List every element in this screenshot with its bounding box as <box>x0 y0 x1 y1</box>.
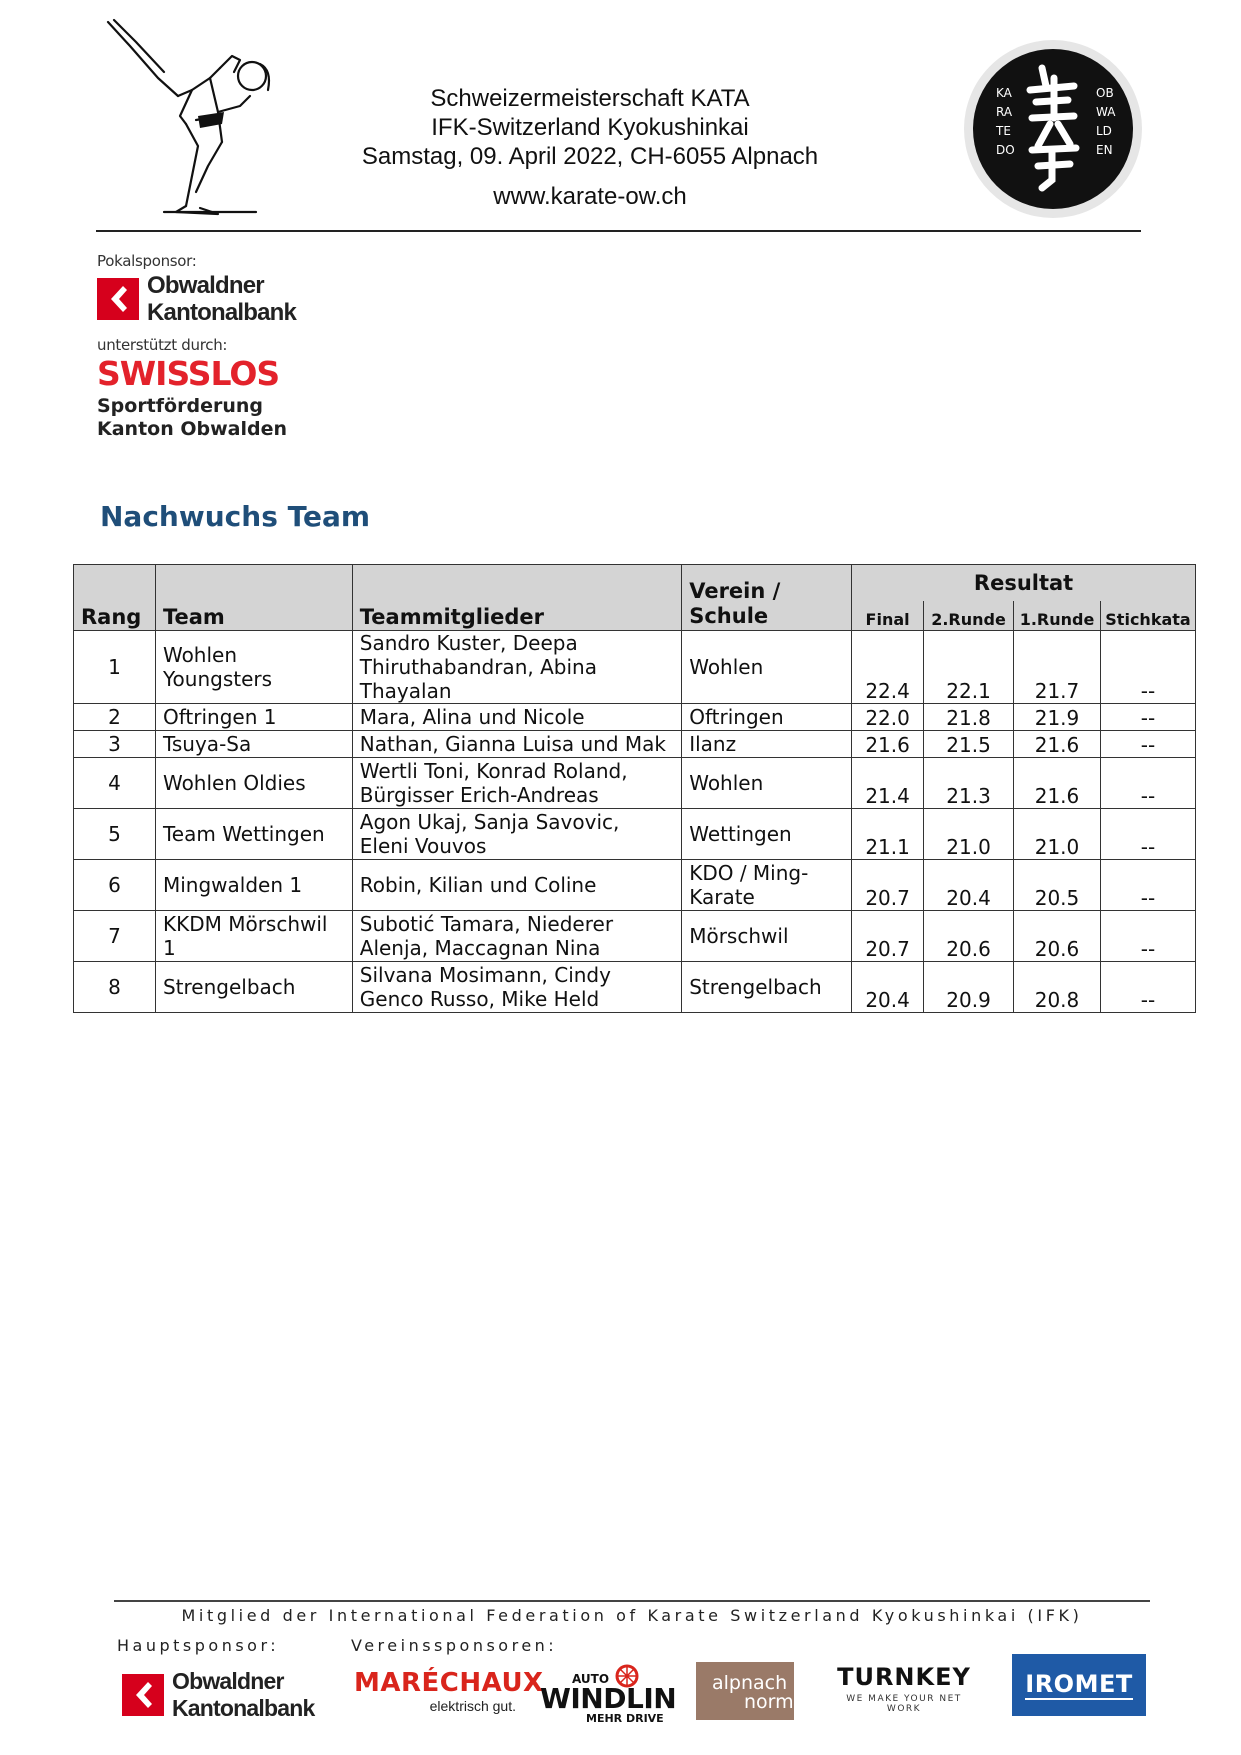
section-title: Nachwuchs Team <box>100 500 371 533</box>
cell-members: Nathan, Gianna Luisa und Mak <box>352 731 681 758</box>
pokal-sponsor-label: Pokalsponsor: <box>97 252 197 270</box>
cell-club: Mörschwil <box>682 911 852 962</box>
cell-final: 20.7 <box>852 911 924 962</box>
cell-club: Wettingen <box>682 809 852 860</box>
event-header <box>300 84 880 211</box>
footer-okb-line2: Kantonalbank <box>172 1695 315 1721</box>
table-row <box>74 704 1196 731</box>
cell-round2: 21.8 <box>924 704 1014 731</box>
marechaux-name: MARÉCHAUX <box>354 1668 544 1698</box>
cell-round1: 20.5 <box>1014 860 1101 911</box>
cell-round2: 22.1 <box>924 631 1014 704</box>
main-sponsor-label: Hauptsponsor: <box>117 1636 280 1655</box>
cell-members: Sandro Kuster, Deepa Thiruthabandran, Abina Thayalan <box>352 631 681 704</box>
header-stichkata: Stichkata <box>1100 601 1195 631</box>
cell-stichkata: -- <box>1100 758 1195 809</box>
cell-rank: 8 <box>74 962 156 1013</box>
cell-team: KKDM Mörschwil 1 <box>155 911 352 962</box>
windlin-tagline: MEHR DRIVE <box>586 1712 664 1725</box>
cell-members: Wertli Toni, Konrad Roland, Bürgisser Erich-Andreas <box>352 758 681 809</box>
footer-divider <box>114 1600 1150 1602</box>
cell-final: 20.7 <box>852 860 924 911</box>
cell-final: 21.6 <box>852 731 924 758</box>
windlin-auto: AUTO <box>572 1672 610 1686</box>
okb-arrow-icon <box>97 278 139 320</box>
footer-membership-text: Mitglied der International Federation of Karate Switzerland Kyokushinkai (IFK) <box>181 1606 1083 1625</box>
cell-team: Tsuya-Sa <box>155 731 352 758</box>
cell-stichkata: -- <box>1100 704 1195 731</box>
cell-members: Subotić Tamara, Niederer Alenja, Maccagnan Nina <box>352 911 681 962</box>
cell-round1: 21.0 <box>1014 809 1101 860</box>
header-team: Team <box>155 565 352 631</box>
cell-stichkata: -- <box>1100 631 1195 704</box>
sportfoerderung-text <box>97 395 287 441</box>
cell-rank: 3 <box>74 731 156 758</box>
cell-rank: 2 <box>74 704 156 731</box>
header-result: Resultat <box>852 565 1196 601</box>
support-label: unterstützt durch: <box>97 336 228 354</box>
cell-stichkata: -- <box>1100 962 1195 1013</box>
okb-name-line1: Obwaldner <box>147 272 264 299</box>
table-row <box>74 911 1196 962</box>
windlin-logo <box>540 1664 677 1726</box>
turnkey-tagline: WE MAKE YOUR NET WORK <box>846 1694 962 1714</box>
table-row <box>74 860 1196 911</box>
windlin-name: WINDLIN <box>540 1682 677 1715</box>
club-sponsors-label: Vereinssponsoren: <box>351 1636 558 1655</box>
event-date-location: Samstag, 09. April 2022, CH-6055 Alpnach <box>361 143 819 170</box>
header-divider <box>96 230 1141 232</box>
cell-final: 21.4 <box>852 758 924 809</box>
seal-letter-3: TE <box>996 124 1011 138</box>
cell-round1: 21.7 <box>1014 631 1101 704</box>
results-table <box>73 564 1196 1013</box>
cell-round1: 20.6 <box>1014 911 1101 962</box>
kyokushin-seal-logo <box>962 38 1144 220</box>
seal-letter-6: WA <box>1096 105 1116 119</box>
cell-team: Strengelbach <box>155 962 352 1013</box>
cell-club: KDO / Ming-Karate <box>682 860 852 911</box>
marechaux-logo <box>354 1668 544 1714</box>
table-row <box>74 731 1196 758</box>
cell-final: 21.1 <box>852 809 924 860</box>
cell-team: Wohlen Oldies <box>155 758 352 809</box>
cell-round2: 20.6 <box>924 911 1014 962</box>
table-row <box>74 809 1196 860</box>
event-title: Schweizermeisterschaft KATA <box>430 85 750 112</box>
cell-rank: 7 <box>74 911 156 962</box>
table-row <box>74 962 1196 1013</box>
cell-club: Ilanz <box>682 731 852 758</box>
cell-stichkata: -- <box>1100 911 1195 962</box>
iromet-logo <box>1012 1654 1146 1716</box>
cell-round1: 21.6 <box>1014 731 1101 758</box>
cell-members: Agon Ukaj, Sanja Savovic, Eleni Vouvos <box>352 809 681 860</box>
swisslos-logo: SWISSLOS <box>97 354 280 393</box>
cell-round1: 20.8 <box>1014 962 1101 1013</box>
table-row <box>74 758 1196 809</box>
iromet-name: IROMET <box>1025 1670 1133 1698</box>
sportfoerderung-line1: Sportförderung <box>97 395 263 417</box>
cell-team: Oftringen 1 <box>155 704 352 731</box>
cell-round2: 21.0 <box>924 809 1014 860</box>
cell-final: 20.4 <box>852 962 924 1013</box>
sportfoerderung-line2: Kanton Obwalden <box>97 418 287 440</box>
cell-stichkata: -- <box>1100 860 1195 911</box>
cell-team: Team Wettingen <box>155 809 352 860</box>
footer-okb-logo <box>122 1668 314 1722</box>
seal-letter-4: DO <box>996 143 1015 157</box>
seal-letter-8: EN <box>1096 143 1113 157</box>
cell-round1: 21.9 <box>1014 704 1101 731</box>
cell-members: Silvana Mosimann, Cindy Genco Russo, Mike Held <box>352 962 681 1013</box>
cell-rank: 5 <box>74 809 156 860</box>
cell-team: Mingwalden 1 <box>155 860 352 911</box>
header-rank: Rang <box>74 565 156 631</box>
alpnach-norm-logo <box>696 1662 794 1720</box>
cell-club: Oftringen <box>682 704 852 731</box>
cell-club: Strengelbach <box>682 962 852 1013</box>
cell-round2: 20.4 <box>924 860 1014 911</box>
turnkey-logo <box>828 1660 980 1718</box>
header-club: Verein / Schule <box>682 565 852 631</box>
seal-letter-5: OB <box>1096 86 1114 100</box>
cell-round2: 21.5 <box>924 731 1014 758</box>
cell-team: Wohlen Youngsters <box>155 631 352 704</box>
marechaux-tagline: elektrisch gut. <box>429 1698 516 1714</box>
event-website-link[interactable]: www.karate-ow.ch <box>493 183 687 210</box>
okb-name-line2: Kantonalbank <box>147 299 297 326</box>
seal-letter-2: RA <box>996 105 1013 119</box>
cell-stichkata: -- <box>1100 809 1195 860</box>
okb-logo <box>97 272 296 326</box>
header-round2: 2.Runde <box>924 601 1014 631</box>
cell-members: Robin, Kilian und Coline <box>352 860 681 911</box>
cell-final: 22.4 <box>852 631 924 704</box>
cell-club: Wohlen <box>682 758 852 809</box>
cell-rank: 4 <box>74 758 156 809</box>
seal-letter-7: LD <box>1096 124 1112 138</box>
cell-final: 22.0 <box>852 704 924 731</box>
footer-okb-line1: Obwaldner <box>172 1668 284 1694</box>
norm-text: norm <box>744 1691 794 1713</box>
header-final: Final <box>852 601 924 631</box>
seal-letter-1: KA <box>996 86 1012 100</box>
cell-round1: 21.6 <box>1014 758 1101 809</box>
cell-round2: 20.9 <box>924 962 1014 1013</box>
cell-rank: 1 <box>74 631 156 704</box>
okb-arrow-icon <box>122 1674 164 1716</box>
cell-round2: 21.3 <box>924 758 1014 809</box>
cell-stichkata: -- <box>1100 731 1195 758</box>
alpnach-text: alpnach <box>712 1672 788 1694</box>
cell-rank: 6 <box>74 860 156 911</box>
cell-club: Wohlen <box>682 631 852 704</box>
table-row <box>74 631 1196 704</box>
header-round1: 1.Runde <box>1014 601 1101 631</box>
event-organizer: IFK-Switzerland Kyokushinkai <box>431 114 749 141</box>
karateka-logo <box>100 16 280 221</box>
header-members: Teammitglieder <box>352 565 681 631</box>
cell-members: Mara, Alina und Nicole <box>352 704 681 731</box>
turnkey-name: TURNKEY <box>837 1663 971 1691</box>
